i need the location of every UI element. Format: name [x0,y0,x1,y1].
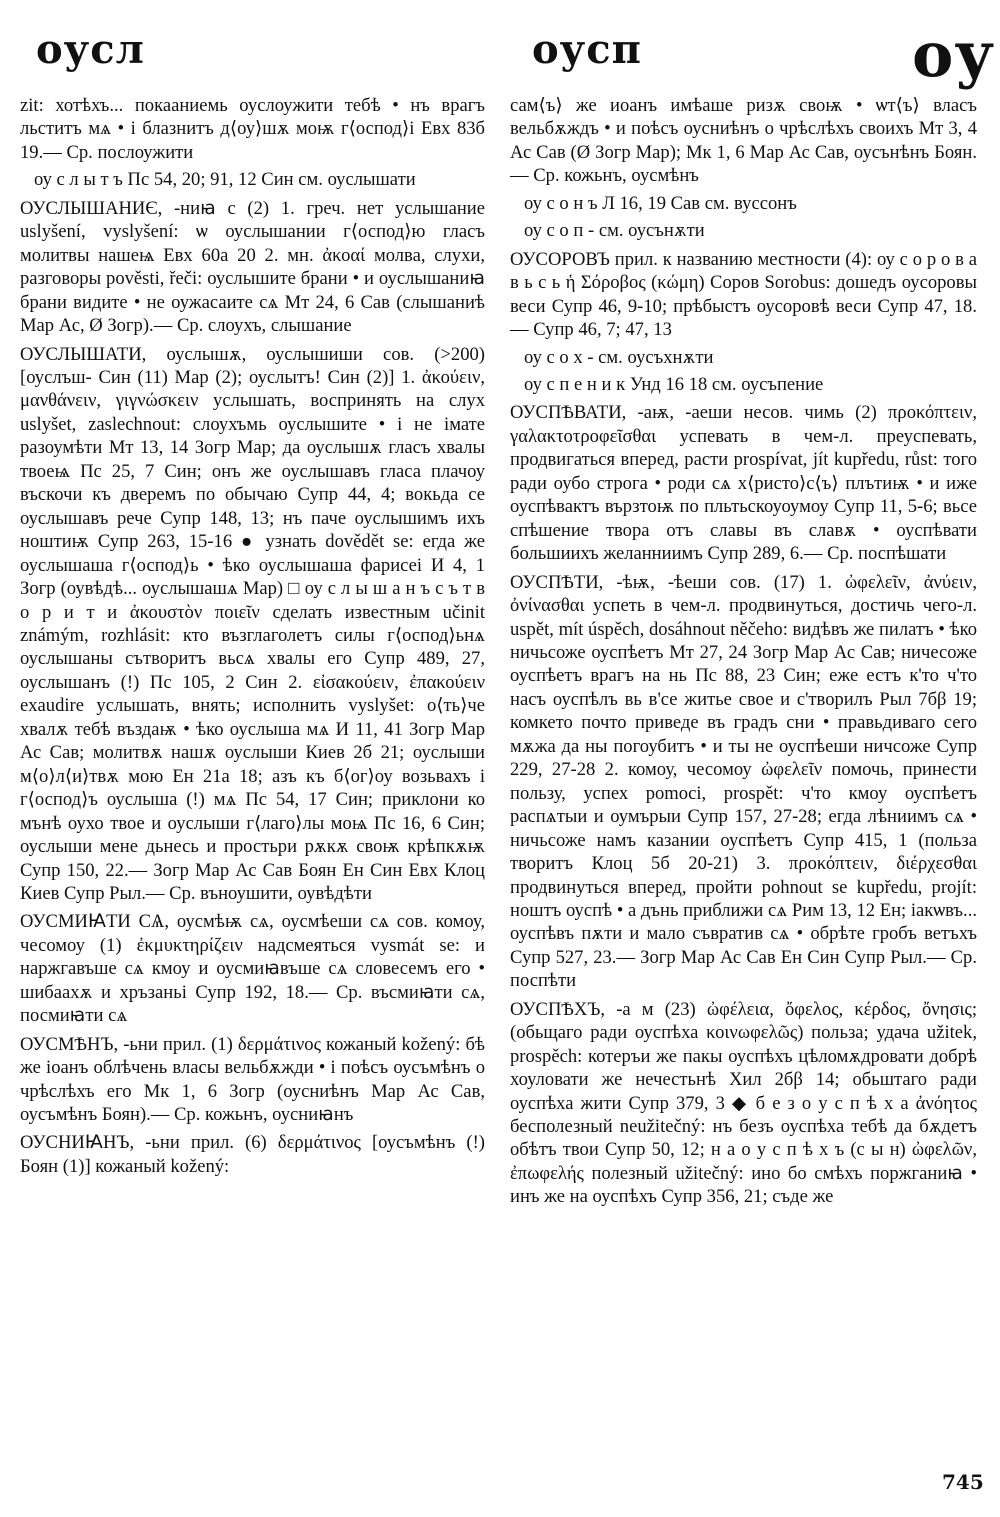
dictionary-entry: ОУСПѢВАТИ, -аѭ, -аеши несов. чимь (2) προκόπτειν, γαλακτοτροφεῖσθαι успевать в чем-л. преуспевать, продвигаться вперед, расти prospívat, jít kupředu, růst: того ради оубо строга • роди сѧ х⟨ристо⟩с⟨ъ⟩ плътиѭ • и иже оуспѣвактъ вързтоѭ по пльтьскоуоумоу Супр 11, 5-6; вьсе спѣшение твора отъ славы въ славѫ • оуспѣвати большиихъ желанниимъ Супр 289, 6.— Ср. поспѣшати [510,402,977,565]
dictionary-entry: ОУСМИꙖТИ СѦ, оусмѣѭ сѧ, оусмѣеши сѧ сов. комоу, чесомоу (1) ἐκμυκτηρίζειν надсмеяться vysmát se: и наржгавъше сѧ кмоу и оусмиꙗвъше сѧ словесемъ его • шибаахѫ и хръзаньі Супр 192, 18.— Ср. въсмиꙗти сѧ, посмиꙗти сѧ [20,911,485,1027]
section-letter: оу [912,18,996,91]
dictionary-entry: ОУСПѢХЪ, -а м (23) ὠφέλεια, ὄφελος, κέρδος, ὄνησις; (обьщаго ради оуспѣха κοινωφελῶς) польза; удача užitek, prospěch: котеръи же пакы оуспѣхъ цѣломѫдровати добрѣ хоуловати же нечестьнѣ Хил 2бβ 14; обьштаго ради оуспѣха жити Супр 379, 3 ◆ б е з о у с п ѣ х а ἀνόητος бесполезный neužitečný: нъ безъ оуспѣха тебѣ да бѫдетъ обѣтъ твои Супр 50, 12; н а о у с п ѣ х ъ (с ы н) ὠφελῶν, ἐπωφελής полезный užitečný: ино бо смѣхъ поржганиꙗ • инъ же на оуспѣхъ Супр 356, 21; съде же [510,998,977,1208]
continued-entry: zit: хотѣхъ... покааниемь оуслоужити тебѣ • нъ врагъ льститъ мѧ • і блазнитъ д⟨оу⟩шѫ моѭ г⟨оспод⟩і Евх 83б 19.— Ср. послоужити [20,95,485,163]
dictionary-entry: ОУСНИꙖНЪ, -ьни прил. (6) δερμάτινος [оусъмѣнъ (!) Боян (1)] кожаный kožený: [20,1132,485,1177]
cross-reference: оу с п е н и к Унд 16 18 см. оусъпение [524,373,824,395]
page-number: 745 [942,1470,984,1494]
dictionary-entry: ОУСЛЫШАТИ, оуслышѫ, оуслышиши сов. (>200) [оуслъш- Син (11) Мар (2); оуслытъ! Син (2)] 1. ἀκούειν, μανθάνειν, γιγνώσκειν услышать, воспринять на слух uslyšet, zaslechnout: слоухъмь оуслышите • і не імате разоумѣти Мт 13, 14 Зогр Мар; да оуслышѫ гласъ хвалы твоеѩ Пс 25, 7 Син; онъ же оуслышавъ гласа плачоу въскочи къ дверемъ по обычаю Супр 44, 4; вокьда се оуслышавъ рече Супр 148, 13; нъ паче оуслышимъ ихъ ноштиѭ Супр 263, 15-16 ● узнать dovědět se: егда же оуслышаша г⟨оспод⟩ь • ѣко оуслышаша фарисеі И 4, 1 Зогр (оувѣдѣ... оуслышашѧ Мар) □ оу с л ы ш а н ъ с ъ т в о р и т и ἀκουστὸν ποιεῖν сделать известным učinit známým, rozhlásit: кто възглаголетъ силы г⟨оспод⟩ьнѧ оуслышаны сътворитъ вьсѧ хвалы его Супр 489, 27, оуслышанъ (!) Пс 105, 2 Син 2. εἰσακούειν, ἐπακούειν exaudire услышать, внять; исполнить vyslyšet: о⟨ть⟩че хвалѫ тебѣ въздаѭ • ѣко оуслыша мѧ И 11, 41 Зогр Мар Ас Сав; молитвѫ нашѫ оуслыши Киев 2б 21; оуслыши м⟨о⟩л⟨и⟩твѫ мою Ен 21а 18; азъ къ б⟨ог⟩оу возьвахъ і г⟨оспод⟩ъ оуслыша (!) мѧ Пс 54, 17 Син; приклони ко мънѣ оухо твое и оуслыши г⟨лаго⟩лы моѩ Пс 16, 6 Син; оуслыши мене дьнесь и простьри рѫкѫ своѭ крѣпкѫѭ Супр 150, 22.— Зогр Мар Ас Сав Боян Ен Син Евх Клоц Киев Супр Рыл.— Ср. въноушити, оувѣдѣти [20,343,485,904]
dictionary-entry: ОУСПѢТИ, -ѣѭ, -ѣеши сов. (17) 1. ὠφελεῖν, ἀνύειν, ὀνίνασθαι успеть в чем-л. продвинуться, достичь чего-л. uspět, mít úspěch, dosáhnout něčeho: видѣвъ же пилатъ • ѣко ничьсоже оуспѣетъ Мт 27, 24 Зогр Мар Ас Сав; ничесоже оуспѣетъ врагъ на нь Пс 88, 23 Син; еже естъ к'то ч'то насъ оуспѣлъ вь в'се житье свое и с'творилъ Рыл 7бβ 19; комкето почто приведе въ градъ сни • правьдиваго сего мѫжа да ны погоубитъ • и ты не оуспѣеши ничсоже Супр 229, 27-28 2. комоу, чесомоу ὠφελεῖν помочь, принести пользу, успех pomoci, prospět: ч'то кмоу оуспѣетъ распѧтыи и оумърыи Супр 157, 27-28; егда лѣниимъ сѧ • ничьсоже намъ казании оуспѣетъ Супр 415, 1 (польза творитъ Клоц 5б 20-21) 3. προκόπτειν, διέρχεσθαι продвинуться вперед, пройти pohnout se kupředu, projít: ноштъ оуспѣ • а дънь приближи сѧ Рим 13, 12 Ен; іакѡвъ... оуспѣвъ пѫти и мало съвратив сѧ • обрѣте гробъ ветъхъ Супр 527, 23.— Зогр Мар Ас Сав Ен Син Супр Рыл.— Ср. поспѣти [510,571,977,992]
left-column [20,94,485,1178]
dictionary-entry: ОУСМѢНЪ, -ьни прил. (1) δερμάτινος кожаный kožený: бѣ же іоанъ облѣчень власы вельбѫжди • і поѣсъ оусъмѣнъ о чрѣслѣхъ его Мк 1, 6 Зогр (оусниѣнъ Мар Ас Сав, оусъмѣнъ Боян).— Ср. кожьнъ, оусниꙗнъ [20,1033,485,1126]
dictionary-entry: ОУСЛЫШАНИЄ, -ниꙗ с (2) 1. греч. нет услышание uslyšení, vyslyšení: ѡ оуслышании г⟨оспод⟩ю гласъ молитвы нашеѩ Евх 60а 20 2. мн. ἀκοαί молва, слухи, разговоры pověsti, řeči: оуслышите брани • и оуслышаниꙗ брани видите • не оужасаите сѧ Мт 24, 6 Сав (слышаниѣ Мар Ас, Ø Зогр).— Ср. слоухъ, слышание [20,197,485,337]
dictionary-entry: ОУСОРОВЪ прил. к названию местности (4): оу с о р о в а в ь с ь ἡ Σόροβος (κώμη) Соров Sorobus: дошедъ оусоровы веси Супр 46, 9-10; прѣбыстъ оусоровѣ веси Супр 47, 18.— Супр 46, 7; 47, 13 [510,248,977,341]
cross-reference: оу с о х - см. оусъхнѫти [524,346,714,368]
cross-reference: оу с о п - см. оусънѫти [524,220,705,242]
right-column [510,94,977,1209]
continued-entry: сам⟨ъ⟩ же иоанъ имѣаше ризѫ своѭ • ѡт⟨ъ⟩ власъ вельбѫждъ • и поѣсъ оусниѣнъ о чрѣслѣхъ своихъ Мт 3, 4 Ас Сав (Ø Зогр Мар); Мк 1, 6 Мар Ас Сав, оусънѣнъ Боян.— Ср. кожьнъ, оусмѣнъ [510,95,977,187]
running-head-left: оусл [36,26,145,73]
cross-reference: оу с о н ъ Л 16, 19 Сав см. вуссонъ [524,192,797,214]
running-head-right: оусп [532,26,642,73]
cross-reference: оу с л ы т ъ Пс 54, 20; 91, 12 Син см. оуслышати [34,169,416,191]
